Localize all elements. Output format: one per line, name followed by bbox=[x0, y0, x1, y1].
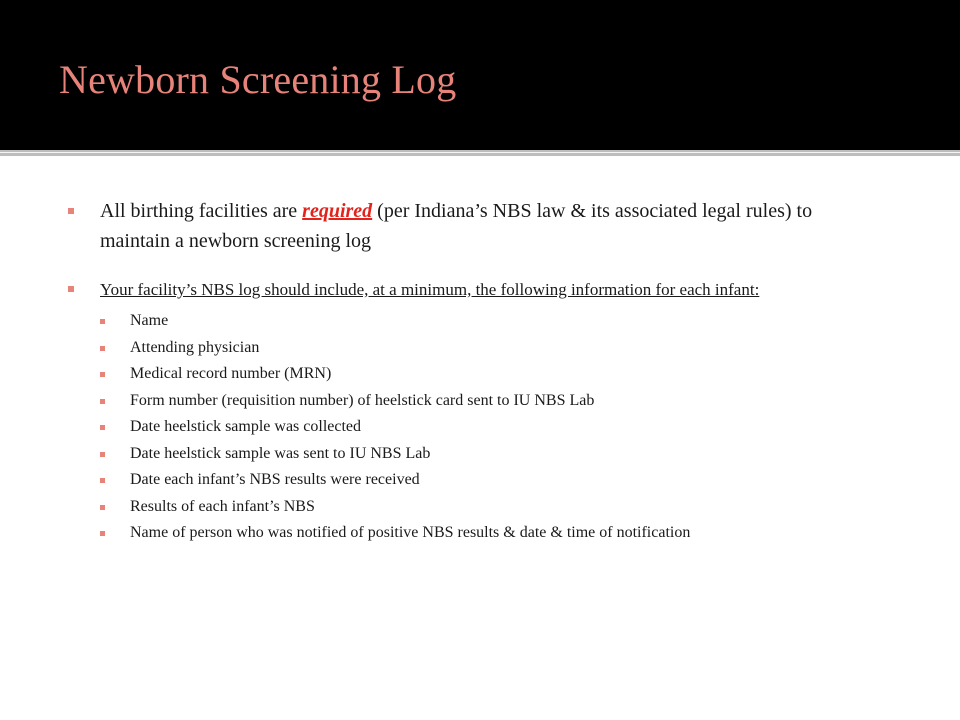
log-fields-list bbox=[100, 308, 878, 547]
log-field-item bbox=[100, 388, 878, 415]
slide-title: Newborn Screening Log bbox=[59, 57, 457, 102]
log-field-item-text: Date heelstick sample was collected bbox=[130, 418, 362, 435]
log-field-item-text: Medical record number (MRN) bbox=[130, 365, 332, 382]
bullet-requirement bbox=[68, 196, 878, 256]
bullet-requirement-emphasis: required bbox=[302, 200, 373, 222]
bullet-log-contents bbox=[68, 274, 878, 547]
title-divider-highlight bbox=[0, 152, 960, 153]
square-bullet-icon bbox=[100, 319, 105, 324]
log-field-item-text: Date each infant’s NBS results were received bbox=[130, 471, 420, 488]
title-bar bbox=[0, 0, 960, 150]
log-field-item-text: Date heelstick sample was sent to IU NBS Lab bbox=[130, 444, 431, 462]
bullet-log-contents-text: Your facility’s NBS log should include, at a minimum, the following information for each infant: bbox=[100, 280, 760, 299]
square-bullet-icon bbox=[100, 452, 105, 457]
log-field-item-text: Name bbox=[130, 312, 169, 329]
log-field-item bbox=[100, 467, 878, 494]
square-bullet-icon bbox=[100, 478, 105, 483]
square-bullet-icon bbox=[100, 346, 105, 351]
bullet-requirement-text-after: (per Indiana’s NBS law & its associated legal rules) to maintain a newborn screening log bbox=[100, 200, 813, 252]
square-bullet-icon bbox=[100, 399, 105, 404]
square-bullet-icon bbox=[100, 425, 105, 430]
log-field-item-text: Attending physician bbox=[130, 338, 260, 356]
square-bullet-icon bbox=[68, 286, 74, 292]
square-bullet-icon bbox=[68, 208, 74, 214]
log-field-item bbox=[100, 494, 878, 521]
bullet-requirement-text-before: All birthing facilities are bbox=[100, 200, 303, 222]
log-field-item-text: Results of each infant’s NBS bbox=[130, 497, 315, 515]
square-bullet-icon bbox=[100, 372, 105, 377]
log-field-item-text: Form number (requisition number) of heelstick card sent to IU NBS Lab bbox=[130, 391, 595, 409]
log-field-item bbox=[100, 361, 878, 388]
log-field-item bbox=[100, 520, 878, 547]
square-bullet-icon bbox=[100, 531, 105, 536]
slide-body bbox=[68, 196, 878, 547]
log-field-item-text: Name of person who was notified of positive NBS results & date & time of notification bbox=[130, 524, 691, 541]
title-divider bbox=[0, 150, 960, 156]
log-field-item bbox=[100, 335, 878, 362]
log-field-item bbox=[100, 308, 878, 335]
log-field-item bbox=[100, 441, 878, 468]
log-field-item bbox=[100, 414, 878, 441]
square-bullet-icon bbox=[100, 505, 105, 510]
